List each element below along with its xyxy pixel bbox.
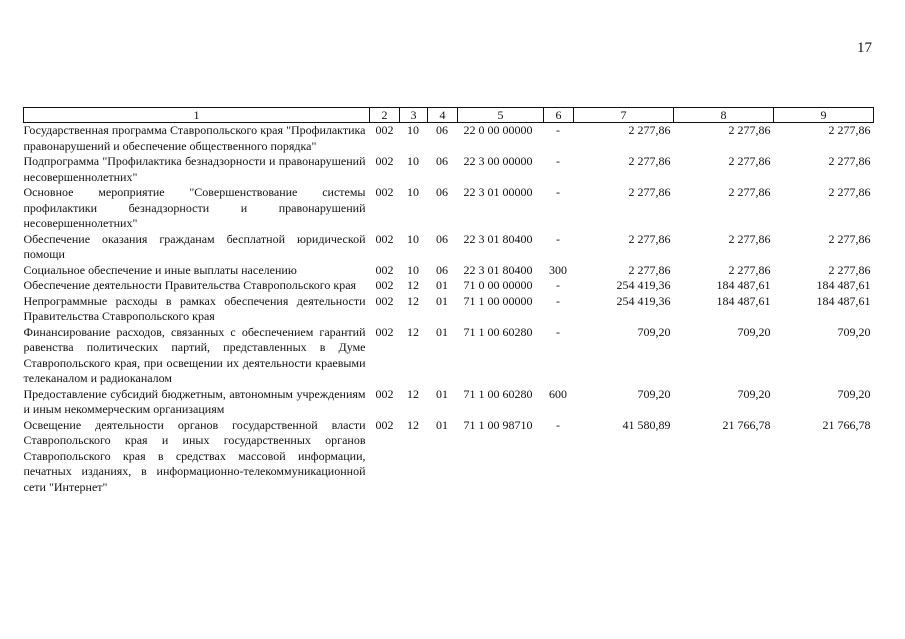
header-cell-1: 1 [24, 108, 370, 123]
page-number: 17 [857, 40, 872, 56]
amount-col-7: 254 419,36 [616, 293, 671, 308]
target-article-code: 22 0 00 00000 [463, 123, 533, 137]
section-code: 12 [407, 324, 419, 339]
amount-col-8: 184 487,61 [716, 278, 771, 292]
table-row [24, 154, 874, 185]
target-article-code: 22 3 01 00000 [463, 185, 533, 199]
target-article-code: 71 1 00 60280 [463, 324, 533, 339]
amount-col-7: 709,20 [637, 324, 671, 339]
header-row [24, 108, 874, 123]
ministry-code: 002 [375, 278, 394, 292]
subsection-code: 06 [436, 123, 448, 137]
section-code: 10 [407, 154, 419, 168]
table-header [24, 108, 874, 123]
expense-name: Непрограммные расходы в рамках обеспечения деятельности Правительства Ставропольского края [23, 293, 366, 323]
header-cell-4: 4 [428, 108, 458, 123]
amount-col-9: 2 277,86 [828, 262, 871, 277]
amount-col-8: 2 277,86 [728, 123, 771, 137]
amount-col-8: 2 277,86 [728, 262, 771, 277]
amount-col-8: 2 277,86 [728, 154, 771, 168]
subsection-code: 06 [436, 185, 448, 199]
ministry-code: 002 [375, 293, 394, 308]
table-row [24, 387, 874, 418]
section-code: 10 [407, 262, 419, 277]
subsection-code: 01 [436, 293, 448, 308]
expense-name: Обеспечение деятельности Правительства Ставропольского края [23, 278, 357, 292]
section-code: 12 [407, 386, 419, 401]
ministry-code: 002 [375, 185, 394, 199]
amount-col-8: 709,20 [737, 386, 771, 401]
expense-name: Государственная программа Ставропольского края "Профилактика правонарушений и обеспечение общественного порядка" [23, 123, 366, 153]
subsection-code: 06 [436, 262, 448, 277]
section-code: 12 [407, 417, 419, 432]
section-code: 10 [407, 123, 419, 137]
table-row [24, 185, 874, 232]
amount-col-9: 184 487,61 [816, 293, 871, 308]
header-cell-8: 8 [674, 108, 774, 123]
ministry-code: 002 [375, 231, 394, 246]
expense-name: Предоставление субсидий бюджетным, автономным учреждениям и иным некоммерческим организациям [23, 386, 366, 416]
section-code: 12 [407, 293, 419, 308]
expense-name: Основное мероприятие "Совершенствование системы профилактики безнадзорности и правонарушений несовершеннолетних" [23, 185, 366, 230]
expense-name: Финансирование расходов, связанных с обеспечением гарантий равенства политических партий, представленных в Думе Ставропольского края, при освещении их деятельности краевыми телеканалом и радиоканалом [23, 324, 366, 385]
amount-col-7: 709,20 [637, 386, 671, 401]
table-row [24, 232, 874, 263]
expense-type-code: - [556, 324, 560, 339]
expense-name: Обеспечение оказания гражданам бесплатной юридической помощи [23, 231, 366, 261]
expense-name: Освещение деятельности органов государственной власти Ставропольского края и иных государственных органов Ставропольского края в средствах массовой информации, печатных изданиях, в информационно-телекоммуникационной сети "Интернет" [23, 417, 366, 494]
amount-col-8: 184 487,61 [716, 293, 771, 308]
expense-type-code: - [556, 154, 560, 168]
header-cell-2: 2 [370, 108, 400, 123]
subsection-code: 06 [436, 231, 448, 246]
amount-col-7: 2 277,86 [628, 185, 671, 199]
expense-type-code: - [556, 185, 560, 199]
table-row [24, 418, 874, 496]
header-cell-3: 3 [400, 108, 428, 123]
amount-col-7: 41 580,89 [622, 417, 671, 432]
target-article-code: 22 3 01 80400 [463, 262, 533, 277]
expense-type-code: - [556, 123, 560, 137]
ministry-code: 002 [375, 123, 394, 137]
target-article-code: 71 0 00 00000 [463, 278, 533, 292]
header-cell-6: 6 [544, 108, 574, 123]
target-article-code: 22 3 01 80400 [463, 231, 533, 246]
table-body [24, 123, 874, 496]
amount-col-9: 2 277,86 [828, 154, 871, 168]
expense-type-code: 600 [549, 386, 567, 401]
expense-name: Социальное обеспечение и иные выплаты населению [23, 262, 297, 277]
subsection-code: 01 [436, 324, 448, 339]
expense-type-code: - [556, 231, 560, 246]
section-code: 12 [407, 278, 419, 292]
target-article-code: 71 1 00 98710 [463, 417, 533, 432]
table-row [24, 294, 874, 325]
amount-col-8: 709,20 [737, 324, 771, 339]
amount-col-7: 2 277,86 [628, 154, 671, 168]
header-cell-7: 7 [574, 108, 674, 123]
subsection-code: 01 [436, 386, 448, 401]
amount-col-7: 2 277,86 [628, 231, 671, 246]
amount-col-9: 709,20 [837, 324, 871, 339]
target-article-code: 71 1 00 00000 [463, 293, 533, 308]
expense-name: Подпрограмма "Профилактика безнадзорности и правонарушений несовершеннолетних" [23, 154, 366, 184]
expense-type-code: - [556, 417, 560, 432]
amount-col-7: 2 277,86 [628, 262, 671, 277]
amount-col-7: 2 277,86 [628, 123, 671, 137]
amount-col-9: 2 277,86 [828, 123, 871, 137]
target-article-code: 71 1 00 60280 [463, 386, 533, 401]
section-code: 10 [407, 231, 419, 246]
subsection-code: 01 [436, 278, 448, 292]
subsection-code: 01 [436, 417, 448, 432]
table-row [24, 325, 874, 387]
amount-col-7: 254 419,36 [616, 278, 671, 292]
amount-col-8: 2 277,86 [728, 231, 771, 246]
ministry-code: 002 [375, 324, 394, 339]
amount-col-8: 21 766,78 [722, 417, 771, 432]
expense-type-code: - [556, 293, 560, 308]
amount-col-9: 2 277,86 [828, 231, 871, 246]
header-cell-9: 9 [774, 108, 874, 123]
amount-col-9: 21 766,78 [822, 417, 871, 432]
amount-col-9: 184 487,61 [816, 278, 871, 292]
amount-col-9: 2 277,86 [828, 185, 871, 199]
table-row [24, 263, 874, 279]
budget-table [23, 107, 874, 495]
subsection-code: 06 [436, 154, 448, 168]
table-row [24, 123, 874, 155]
section-code: 10 [407, 185, 419, 199]
table-row [24, 278, 874, 294]
ministry-code: 002 [375, 386, 394, 401]
amount-col-9: 709,20 [837, 386, 871, 401]
expense-type-code: 300 [549, 262, 567, 277]
target-article-code: 22 3 00 00000 [463, 154, 533, 168]
ministry-code: 002 [375, 417, 394, 432]
expense-type-code: - [556, 278, 560, 292]
ministry-code: 002 [375, 154, 394, 168]
amount-col-8: 2 277,86 [728, 185, 771, 199]
ministry-code: 002 [375, 262, 394, 277]
header-cell-5: 5 [458, 108, 544, 123]
